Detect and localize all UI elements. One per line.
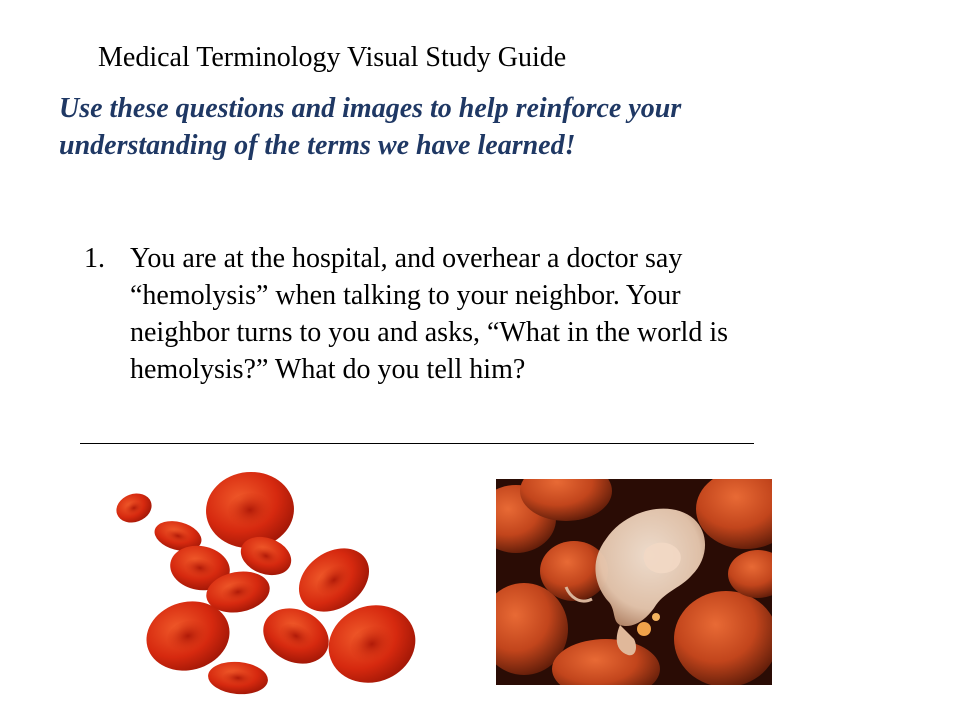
question-line-1: You are at the hospital, and overhear a doctor say [130, 243, 683, 274]
answer-line[interactable] [80, 443, 754, 444]
parasite-micrograph-image [496, 479, 772, 685]
parasite-micrograph-icon [496, 479, 772, 685]
rbc-cluster [112, 468, 426, 696]
question-text [130, 240, 844, 388]
instructions-line-1: Use these questions and images to help reinforce your [59, 93, 682, 124]
instructions-line-2: understanding of the terms we have learned! [59, 130, 576, 161]
question-line-2: “hemolysis” when talking to your neighbor. Your [130, 280, 681, 311]
question-line-4: hemolysis?” What do you tell him? [130, 354, 526, 385]
red-blood-cells-icon [110, 468, 430, 698]
question-line-3: neighbor turns to you and asks, “What in the world is [130, 317, 729, 348]
question-1 [84, 240, 844, 388]
question-number: 1. [84, 243, 105, 274]
page-title: Medical Terminology Visual Study Guide [98, 42, 567, 73]
instructions [59, 90, 819, 164]
red-blood-cells-image [110, 468, 430, 698]
